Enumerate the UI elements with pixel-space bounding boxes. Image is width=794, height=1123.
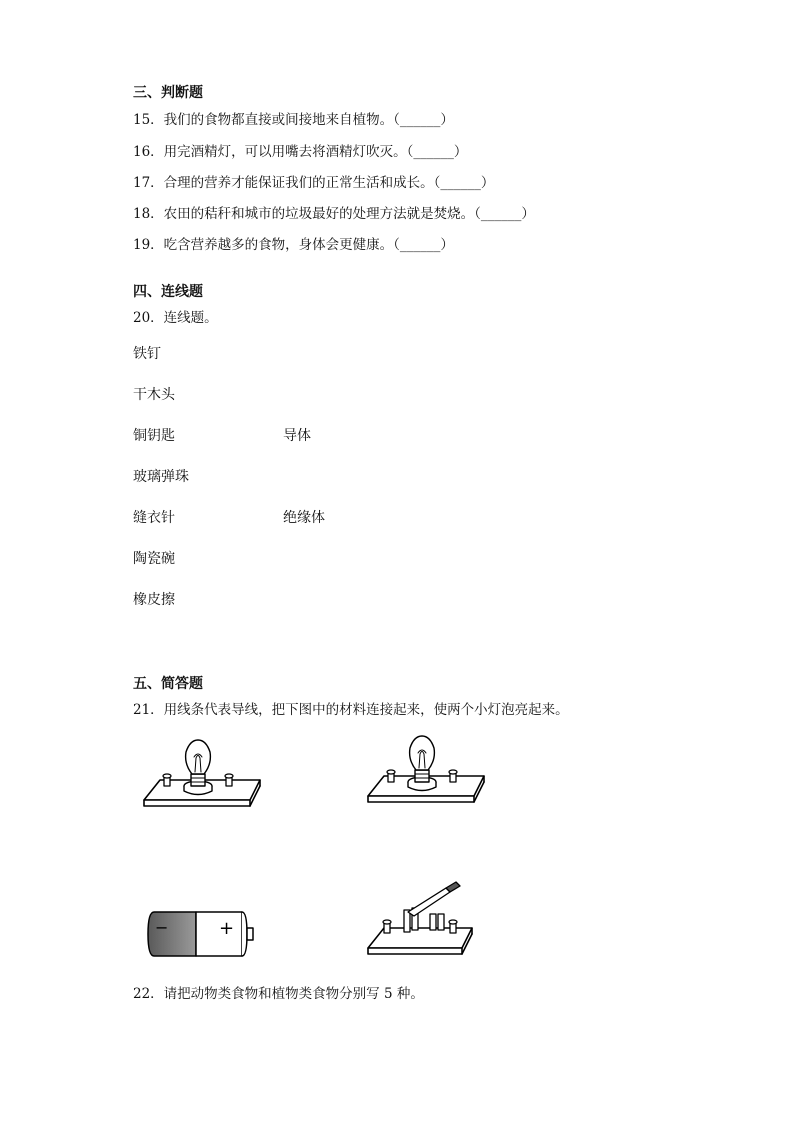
question-15: 15．我们的食物都直接或间接地来自植物。（______） <box>133 112 454 128</box>
question-16: 16．用完酒精灯，可以用嘴去将酒精灯吹灭。（______） <box>133 144 468 160</box>
section-heading-matching: 四、连线题 <box>133 284 203 300</box>
question-21: 21．用线条代表导线，把下图中的材料连接起来，使两个小灯泡亮起来。 <box>133 702 569 718</box>
knife-switch-figure <box>364 874 484 960</box>
section-heading-judgement: 三、判断题 <box>133 85 203 101</box>
question-18: 18．农田的秸秆和城市的垃圾最好的处理方法就是焚烧。（______） <box>133 206 535 222</box>
match-left-item: 玻璃弹珠 <box>133 469 189 485</box>
match-left-item: 陶瓷碗 <box>133 551 175 567</box>
question-20: 20．连线题。 <box>133 310 218 326</box>
bulb-board-2-figure <box>362 734 492 816</box>
match-left-item: 铁钉 <box>133 346 161 362</box>
match-left-item: 橡皮擦 <box>133 592 175 608</box>
battery-minus-sign: − <box>155 918 169 937</box>
question-17: 17．合理的营养才能保证我们的正常生活和成长。（______） <box>133 175 495 191</box>
match-right-item: 绝缘体 <box>283 510 325 526</box>
match-left-item: 铜钥匙 <box>133 428 175 444</box>
match-right-item: 导体 <box>283 428 311 444</box>
battery-plus-sign: + <box>219 918 235 939</box>
question-22: 22．请把动物类食物和植物类食物分别写 5 种。 <box>133 986 424 1002</box>
bulb-board-1-figure <box>138 738 268 820</box>
match-left-item: 干木头 <box>133 387 175 403</box>
section-heading-short-answer: 五、简答题 <box>133 676 203 692</box>
match-left-item: 缝衣针 <box>133 510 175 526</box>
question-19: 19．吃含营养越多的食物，身体会更健康。（______） <box>133 237 454 253</box>
